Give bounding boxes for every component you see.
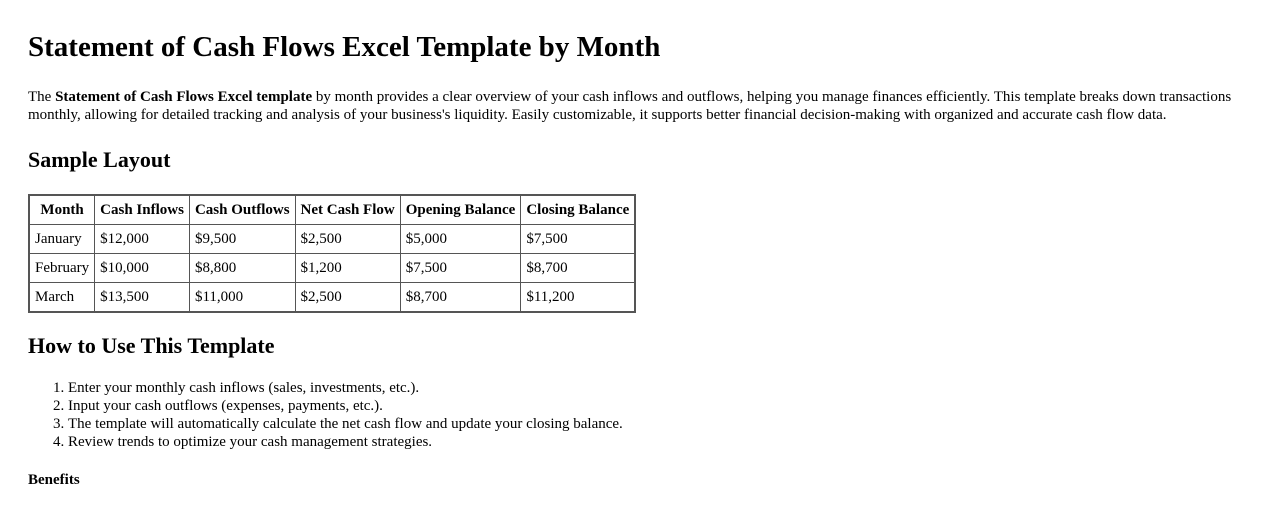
- table-cell: $13,500: [95, 283, 190, 313]
- document-page: [0, 30, 1278, 489]
- table-cell: $2,500: [295, 283, 400, 313]
- header-opening-balance: Opening Balance: [400, 195, 521, 225]
- benefits-heading: Benefits: [28, 472, 80, 488]
- table-cell: $8,800: [189, 254, 295, 283]
- list-item: 2. Input your cash outflows (expenses, payments, etc.).: [68, 397, 1250, 415]
- table-cell: $5,000: [400, 225, 521, 254]
- table-row: [29, 254, 635, 283]
- sample-layout-heading: Sample Layout: [28, 147, 171, 172]
- header-net-cash-flow: Net Cash Flow: [295, 195, 400, 225]
- header-cash-inflows: Cash Inflows: [95, 195, 190, 225]
- table-cell: $1,200: [295, 254, 400, 283]
- intro-text-bold: Statement of Cash Flows Excel template: [55, 89, 313, 105]
- table-cell: January: [29, 225, 95, 254]
- table-row: [29, 283, 635, 313]
- page-title: Statement of Cash Flows Excel Template by Month: [28, 31, 661, 63]
- header-cash-outflows: Cash Outflows: [189, 195, 295, 225]
- cash-flow-table: [28, 194, 636, 313]
- table-cell: $2,500: [295, 225, 400, 254]
- table-cell: March: [29, 283, 95, 313]
- table-cell: $11,200: [521, 283, 635, 313]
- table-cell: $7,500: [400, 254, 521, 283]
- table-cell: February: [29, 254, 95, 283]
- intro-text-before: The: [28, 89, 56, 105]
- table-cell: $8,700: [400, 283, 521, 313]
- list-item: 1. Enter your monthly cash inflows (sales, investments, etc.).: [68, 379, 1250, 397]
- list-item: 4. Review trends to optimize your cash management strategies.: [68, 433, 1250, 451]
- how-to-steps-list: [28, 379, 1250, 451]
- table-row: [29, 225, 635, 254]
- header-month: Month: [29, 195, 95, 225]
- list-item: 3. The template will automatically calculate the net cash flow and update your closing balance.: [68, 415, 1250, 433]
- table-cell: $7,500: [521, 225, 635, 254]
- header-closing-balance: Closing Balance: [521, 195, 635, 225]
- how-to-use-heading: How to Use This Template: [28, 333, 275, 358]
- table-header-row: [29, 195, 635, 225]
- table-cell: $10,000: [95, 254, 190, 283]
- table-cell: $9,500: [189, 225, 295, 254]
- table-cell: $11,000: [189, 283, 295, 313]
- intro-paragraph: [28, 88, 1250, 124]
- intro-text-after: by month provides a clear overview of your cash inflows and outflows, helping you manage finances efficiently. This template breaks down transactions monthly, allowing for detailed tracking and analysis of your business's liquidity. Easily customizable, it supports better financial decision-making with organized and accurate cash flow data.: [28, 89, 1232, 123]
- table-cell: $12,000: [95, 225, 190, 254]
- table-cell: $8,700: [521, 254, 635, 283]
